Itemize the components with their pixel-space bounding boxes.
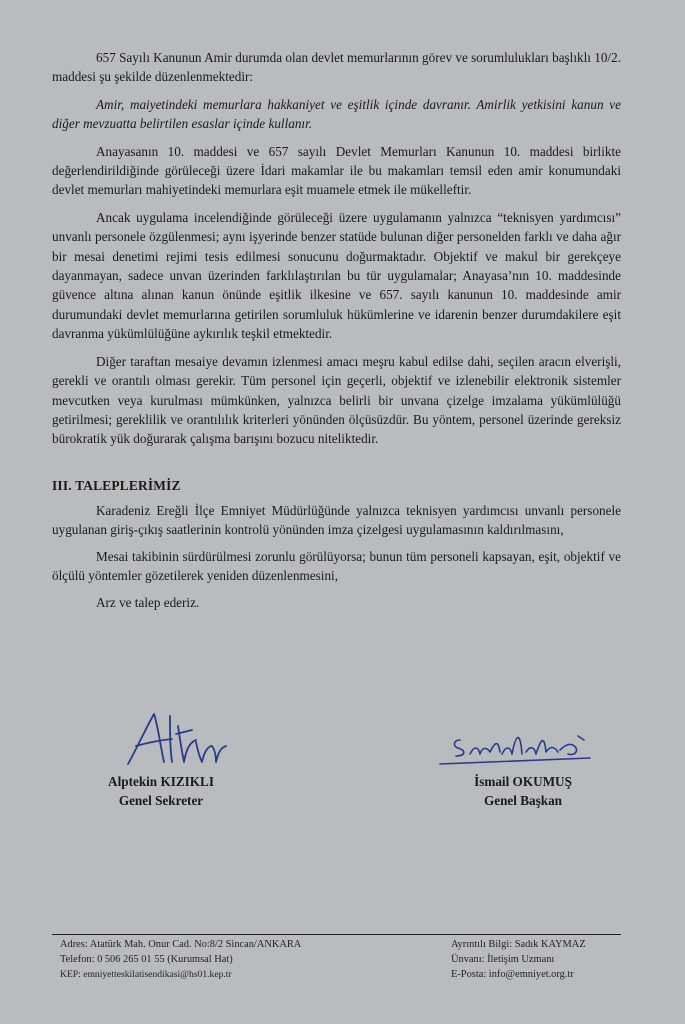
- section-heading: III. TALEPLERİMİZ: [52, 477, 181, 493]
- footer-phone: Telefon: 0 506 265 01 55 (Kurumsal Hat): [60, 954, 233, 966]
- footer-info-contact: Ayrıntılı Bilgi: Sadık KAYMAZ: [451, 939, 586, 950]
- document-body: [52, 48, 621, 611]
- footer-email[interactable]: E-Posta: info@emniyet.org.tr: [451, 969, 574, 981]
- signature-right: [436, 724, 596, 774]
- signatory-left-title: Genel Sekreter: [118, 793, 204, 808]
- signatory-right-title: Genel Başkan: [483, 793, 563, 808]
- request-one: Karadeniz Ereğli İlçe Emniyet Müdürlüğünde yalnızca teknisyen yardımcısı unvanlı personele uygulanan giriş-çıkış saatlerinin kontrolü yönünden imza çizelgesi uygulamasının kaldırılmasını,: [52, 502, 621, 538]
- footer-kep: KEP: emniyetteskilatisendikasi@hs01.kep.tr: [60, 969, 232, 981]
- footer-info: [451, 937, 651, 983]
- footer-divider: [52, 934, 621, 935]
- signatory-left: [76, 772, 246, 810]
- paragraph-proportionality: Diğer taraftan mesaiye devamın izlenmesi amacı meşru kabul edilse dahi, seçilen aracın elverişli, gerekli ve orantılı olması gerekir. Tüm personel için geçerli, objektif ve izlenebilir elektronik sistemler mevcutken veya kurulması mümkünken, yalnızca belirli bir unvana çizelge imzalama yükümlülüğü getirilmesi; gereklilik ve orantılılık kriterleri yönünden ölçüsüzdür. Bu yöntem, personel üzerinde gereksiz bürokratik yük doğurarak çalışma barışını bozucu niteliktedir.: [52, 353, 621, 447]
- signatory-left-name: Alptekin KIZIKLI: [108, 774, 214, 789]
- footer-info-role: Ünvanı: İletişim Uzmanı: [451, 954, 555, 966]
- footer-address: Adres: Atatürk Mah. Onur Cad. No:8/2 Sincan/ANKARA: [60, 939, 302, 950]
- quoted-article: Amir, maiyetindeki memurlara hakkaniyet ve eşitlik içinde davranır. Amirlik yetkisini kanun ve diğer mevzuatta belirtilen esaslar içinde kullanır.: [52, 96, 621, 132]
- closing-line: Arz ve talep ederiz.: [96, 595, 200, 611]
- signatory-right-name: İsmail OKUMUŞ: [474, 774, 572, 789]
- paragraph-evaluation: Anayasanın 10. maddesi ve 657 sayılı Devlet Memurları Kanunun 10. maddesi birlikte değerlendirildiğinde görüleceği üzere İdari makamlar ile bu makamları temsil eden amir konumundaki devlet memurları mahiyetindeki memurlara eşit muamele etmek ile mükelleftir.: [52, 143, 621, 198]
- signatory-right: [438, 772, 608, 810]
- request-two: Mesai takibinin sürdürülmesi zorunlu görülüyorsa; bunun tüm personeli kapsayan, eşit, objektif ve ölçülü yöntemler gözetilerek yeniden düzenlenmesini,: [52, 548, 621, 583]
- paragraph-practice: Ancak uygulama incelendiğinde görüleceği üzere uygulamanın yalnızca “teknisyen yardımcısı” unvanlı personele özgülenmesi; aynı işyerinde benzer statüde bulunan diğer personelden farklı ve daha ağır bir mesai denetimi rejimi tesis edilmesi sonucunu doğurmaktadır. Objektif ve makul bir gerekçeye dayanmayan, sadece unvan üzerinden farklılaştırılan bu tür uygulamalar; Anayasa’nın 10. maddesinde güvence altına alınan kanun önünde eşitlik ilkesine ve 657. sayılı kanunun 10. maddesinde amir durumundaki devlet memurlarına getirilen sorumluluk hükümlerine ve idarenin benzer durumdakilere eşit davranma yükümlülüğüne aykırılık teşkil etmektedir.: [52, 209, 621, 342]
- signature-left: [120, 706, 230, 770]
- footer-contact: [60, 937, 390, 983]
- paragraph-intro: 657 Sayılı Kanunun Amir durumda olan devlet memurlarının görev ve sorumlulukları başlıklı 10/2. maddesi şu şekilde düzenlenmektedir:: [52, 50, 621, 85]
